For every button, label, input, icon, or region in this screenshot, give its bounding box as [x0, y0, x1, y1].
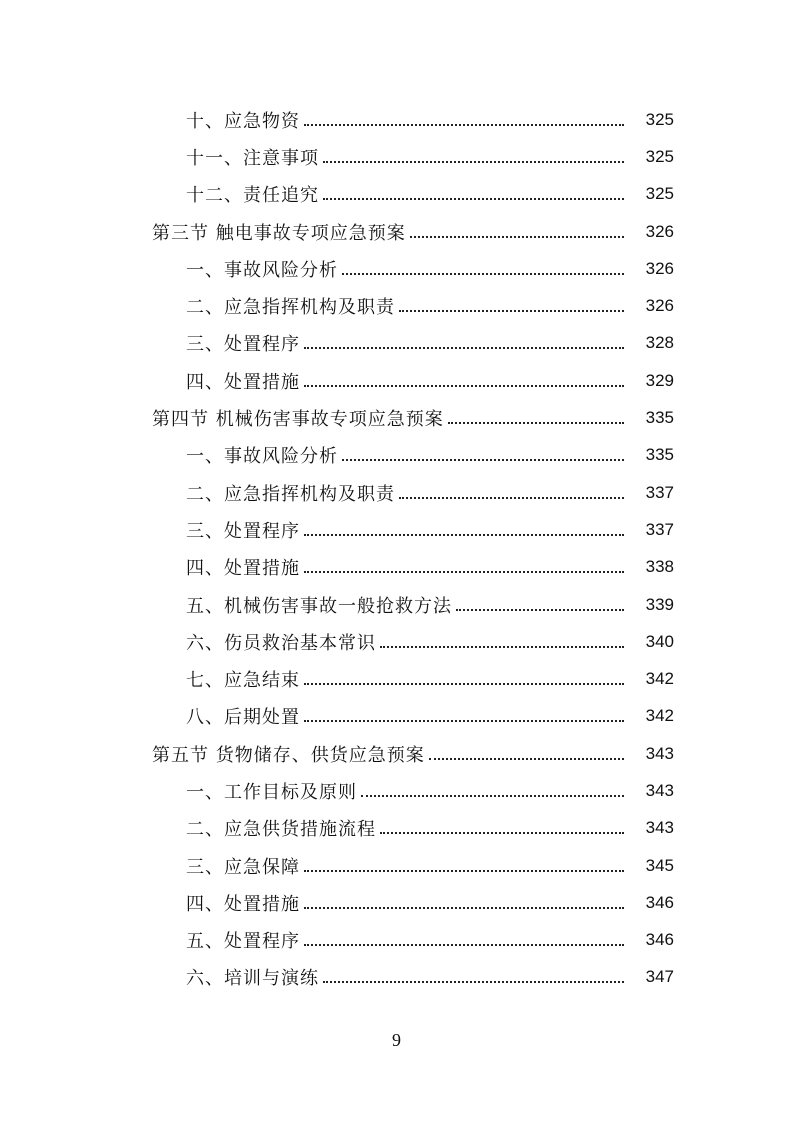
toc-dot-leader	[304, 347, 624, 349]
toc-dot-leader	[304, 944, 624, 946]
toc-entry-label: 七、应急结束	[186, 670, 300, 692]
toc-subsection-entry[interactable]	[0, 623, 793, 660]
toc-subsection-entry[interactable]	[0, 287, 793, 324]
toc-entry-label: 五、处置程序	[186, 931, 300, 953]
toc-entry-label: 六、培训与演练	[186, 968, 319, 990]
toc-entry-page-number: 343	[645, 818, 674, 838]
toc-section-entry[interactable]	[0, 399, 793, 436]
toc-subsection-entry[interactable]	[0, 176, 793, 213]
toc-subsection-entry[interactable]	[0, 660, 793, 697]
toc-dot-leader	[304, 124, 624, 126]
toc-entry-page-number: 328	[645, 333, 674, 353]
toc-dot-leader	[456, 609, 624, 611]
toc-entry-page-number: 335	[645, 408, 674, 428]
toc-entry-page-number: 346	[645, 930, 674, 950]
page-number: 9	[392, 1030, 401, 1050]
toc-entry-label: 一、事故风险分析	[186, 446, 338, 468]
toc-entry-page-number: 325	[645, 184, 674, 204]
toc-dot-leader	[323, 161, 624, 163]
toc-entry-page-number: 326	[645, 258, 674, 278]
toc-dot-leader	[410, 236, 624, 238]
toc-subsection-entry[interactable]	[0, 847, 793, 884]
toc-dot-leader	[304, 907, 624, 909]
toc-dot-leader	[304, 385, 624, 387]
toc-entry-page-number: 346	[645, 892, 674, 912]
toc-entry-page-number: 337	[645, 519, 674, 539]
toc-dot-leader	[304, 571, 624, 573]
toc-entry-page-number: 338	[645, 557, 674, 577]
toc-entry-label: 三、处置程序	[186, 520, 300, 542]
toc-subsection-entry[interactable]	[0, 698, 793, 735]
toc-entry-page-number: 326	[645, 296, 674, 316]
toc-entry-label: 二、应急指挥机构及职责	[186, 297, 395, 319]
toc-entry-label: 四、处置措施	[186, 558, 300, 580]
toc-entry-label: 四、处置措施	[186, 893, 300, 915]
toc-subsection-entry[interactable]	[0, 549, 793, 586]
toc-section-entry[interactable]	[0, 213, 793, 250]
toc-dot-leader	[342, 459, 624, 461]
toc-dot-leader	[323, 981, 624, 983]
toc-entry-label: 五、机械伤害事故一般抢救方法	[186, 595, 452, 617]
toc-entry-page-number: 343	[645, 743, 674, 763]
toc-entry-page-number: 325	[645, 109, 674, 129]
toc-entry-page-number: 347	[645, 967, 674, 987]
toc-entry-label: 第四节 机械伤害事故专项应急预案	[152, 409, 444, 431]
toc-entry-page-number: 342	[645, 706, 674, 726]
toc-entry-label: 四、处置措施	[186, 371, 300, 393]
toc-dot-leader	[380, 832, 624, 834]
toc-dot-leader	[342, 273, 624, 275]
toc-entry-page-number: 339	[645, 594, 674, 614]
toc-entry-label: 一、工作目标及原则	[186, 781, 357, 803]
toc-dot-leader	[304, 720, 624, 722]
toc-entry-page-number: 337	[645, 482, 674, 502]
toc-dot-leader	[429, 758, 624, 760]
toc-dot-leader	[323, 198, 624, 200]
toc-subsection-entry[interactable]	[0, 474, 793, 511]
toc-entry-page-number: 345	[645, 855, 674, 875]
toc-entry-label: 三、处置程序	[186, 334, 300, 356]
toc-subsection-entry[interactable]	[0, 511, 793, 548]
toc-dot-leader	[448, 422, 624, 424]
toc-subsection-entry[interactable]	[0, 325, 793, 362]
toc-subsection-entry[interactable]	[0, 772, 793, 809]
toc-subsection-entry[interactable]	[0, 810, 793, 847]
toc-entry-label: 六、伤员救治基本常识	[186, 632, 376, 654]
toc-entry-label: 第五节 货物储存、供货应急预案	[152, 744, 425, 766]
toc-entry-label: 十、应急物资	[186, 110, 300, 132]
toc-subsection-entry[interactable]	[0, 101, 793, 138]
toc-entry-page-number: 342	[645, 669, 674, 689]
toc-entry-label: 一、事故风险分析	[186, 259, 338, 281]
toc-entry-label: 八、后期处置	[186, 707, 300, 729]
toc-dot-leader	[304, 534, 624, 536]
toc-dot-leader	[304, 870, 624, 872]
table-of-contents	[0, 101, 793, 996]
toc-entry-label: 二、应急指挥机构及职责	[186, 483, 395, 505]
toc-entry-label: 二、应急供货措施流程	[186, 819, 376, 841]
toc-subsection-entry[interactable]	[0, 586, 793, 623]
toc-entry-label: 十二、责任追究	[186, 185, 319, 207]
toc-dot-leader	[380, 646, 624, 648]
toc-entry-label: 三、应急保障	[186, 856, 300, 878]
toc-dot-leader	[304, 683, 624, 685]
toc-entry-page-number: 340	[645, 631, 674, 651]
toc-entry-page-number: 343	[645, 780, 674, 800]
toc-subsection-entry[interactable]	[0, 959, 793, 996]
toc-entry-page-number: 325	[645, 146, 674, 166]
toc-dot-leader	[361, 795, 624, 797]
toc-subsection-entry[interactable]	[0, 250, 793, 287]
toc-entry-page-number: 326	[645, 221, 674, 241]
toc-dot-leader	[399, 497, 624, 499]
toc-subsection-entry[interactable]	[0, 362, 793, 399]
toc-subsection-entry[interactable]	[0, 437, 793, 474]
toc-dot-leader	[399, 310, 624, 312]
toc-subsection-entry[interactable]	[0, 922, 793, 959]
toc-entry-page-number: 335	[645, 445, 674, 465]
toc-subsection-entry[interactable]	[0, 884, 793, 921]
toc-subsection-entry[interactable]	[0, 138, 793, 175]
toc-entry-label: 十一、注意事项	[186, 147, 319, 169]
toc-entry-label: 第三节 触电事故专项应急预案	[152, 222, 406, 244]
toc-entry-page-number: 329	[645, 370, 674, 390]
toc-section-entry[interactable]	[0, 735, 793, 772]
